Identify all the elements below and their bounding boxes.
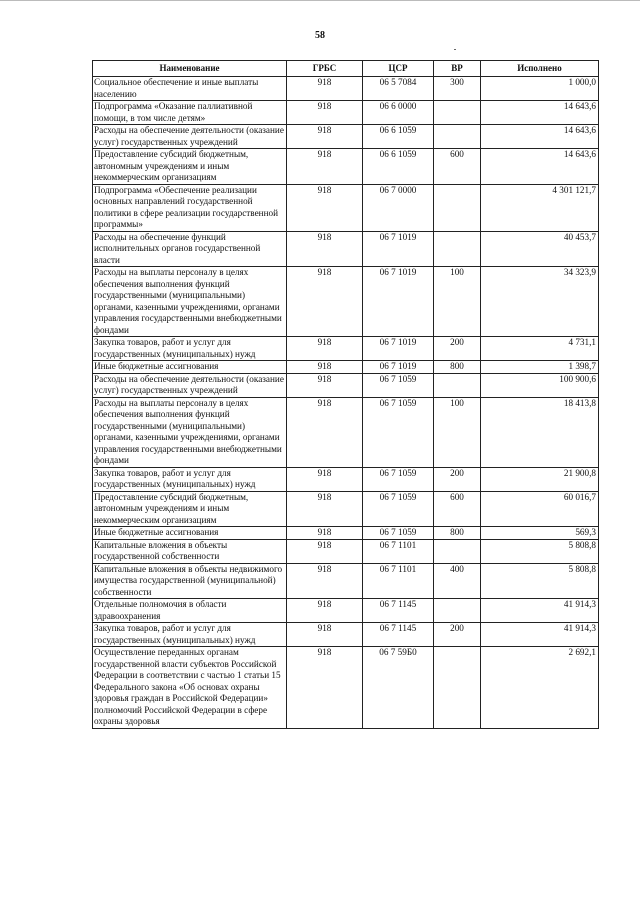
table-header-row (93, 61, 599, 77)
cell-vr: 400 (434, 563, 481, 599)
cell-name: Отдельные полномочия в области здравоохранения (93, 599, 287, 623)
cell-executed: 5 808,8 (481, 563, 599, 599)
cell-executed: 21 900,8 (481, 467, 599, 491)
cell-grbs: 918 (287, 125, 363, 149)
table-row (93, 361, 599, 374)
cell-grbs: 918 (287, 149, 363, 185)
cell-csr: 06 7 1101 (363, 563, 434, 599)
table-row (93, 337, 599, 361)
table-row (93, 267, 599, 337)
cell-grbs: 918 (287, 467, 363, 491)
cell-name: Предоставление субсидий бюджетным, автономным учреждениям и иным некоммерческим организациям (93, 149, 287, 185)
cell-vr (434, 647, 481, 729)
cell-name: Закупка товаров, работ и услуг для государственных (муниципальных) нужд (93, 623, 287, 647)
cell-name: Расходы на обеспечение деятельности (оказание услуг) государственных учреждений (93, 373, 287, 397)
cell-vr (434, 231, 481, 267)
cell-vr: 800 (434, 527, 481, 540)
cell-csr: 06 7 59Б0 (363, 647, 434, 729)
cell-executed: 1 398,7 (481, 361, 599, 374)
cell-vr (434, 125, 481, 149)
cell-vr: 100 (434, 397, 481, 467)
cell-executed: 40 453,7 (481, 231, 599, 267)
table-row (93, 491, 599, 527)
cell-executed: 4 731,1 (481, 337, 599, 361)
cell-grbs: 918 (287, 373, 363, 397)
cell-executed: 14 643,6 (481, 101, 599, 125)
cell-csr: 06 7 1019 (363, 337, 434, 361)
cell-executed: 18 413,8 (481, 397, 599, 467)
cell-executed: 41 914,3 (481, 623, 599, 647)
cell-csr: 06 6 1059 (363, 125, 434, 149)
cell-csr: 06 7 1059 (363, 467, 434, 491)
cell-executed: 41 914,3 (481, 599, 599, 623)
cell-vr: 300 (434, 77, 481, 101)
header-executed: Исполнено (481, 61, 599, 77)
cell-name: Закупка товаров, работ и услуг для государственных (муниципальных) нужд (93, 467, 287, 491)
table-row (93, 231, 599, 267)
table-row (93, 101, 599, 125)
cell-vr (434, 539, 481, 563)
scan-edge (0, 0, 640, 1)
cell-name: Расходы на обеспечение функций исполнительных органов государственной власти (93, 231, 287, 267)
table-row (93, 149, 599, 185)
table-row (93, 539, 599, 563)
cell-vr (434, 373, 481, 397)
cell-name: Расходы на выплаты персоналу в целях обеспечения выполнения функций государственными (муниципальными) органами, казенными учреждениями, органами управления государственными внебюджетными фондами (93, 397, 287, 467)
cell-executed: 5 808,8 (481, 539, 599, 563)
cell-grbs: 918 (287, 101, 363, 125)
cell-csr: 06 7 1059 (363, 527, 434, 540)
cell-csr: 06 7 1019 (363, 361, 434, 374)
cell-name: Расходы на выплаты персоналу в целях обеспечения выполнения функций государственными (муниципальными) органами, казенными учреждениями, органами управления государственными внебюджетными фондами (93, 267, 287, 337)
cell-executed: 60 016,7 (481, 491, 599, 527)
cell-csr: 06 7 1059 (363, 373, 434, 397)
cell-grbs: 918 (287, 539, 363, 563)
cell-vr: 200 (434, 337, 481, 361)
cell-name: Подпрограмма «Обеспечение реализации основных направлений государственной политики в сфере реализации государственной программы» (93, 184, 287, 231)
cell-grbs: 918 (287, 267, 363, 337)
cell-vr (434, 184, 481, 231)
table-row (93, 527, 599, 540)
cell-grbs: 918 (287, 184, 363, 231)
table-row (93, 184, 599, 231)
table-row (93, 373, 599, 397)
cell-executed: 1 000,0 (481, 77, 599, 101)
cell-grbs: 918 (287, 337, 363, 361)
header-csr: ЦСР (363, 61, 434, 77)
cell-executed: 2 692,1 (481, 647, 599, 729)
cell-vr (434, 599, 481, 623)
cell-csr: 06 7 1101 (363, 539, 434, 563)
table-row (93, 623, 599, 647)
cell-csr: 06 6 0000 (363, 101, 434, 125)
table-row (93, 647, 599, 729)
cell-executed: 569,3 (481, 527, 599, 540)
cell-executed: 14 643,6 (481, 149, 599, 185)
cell-name: Осуществление переданных органам государственной власти субъектов Российской Федерации в соответствии с частью 1 статьи 15 Федерального закона «Об основах охраны здоровья граждан в Российской Федерации» полномочий Российской Федерации в сфере охраны здоровья (93, 647, 287, 729)
cell-executed: 34 323,9 (481, 267, 599, 337)
cell-executed: 14 643,6 (481, 125, 599, 149)
cell-name: Закупка товаров, работ и услуг для государственных (муниципальных) нужд (93, 337, 287, 361)
cell-name: Предоставление субсидий бюджетным, автономным учреждениям и иным некоммерческим организациям (93, 491, 287, 527)
cell-grbs: 918 (287, 527, 363, 540)
cell-name: Социальное обеспечение и иные выплаты населению (93, 77, 287, 101)
cell-grbs: 918 (287, 77, 363, 101)
cell-csr: 06 5 7084 (363, 77, 434, 101)
cell-name: Подпрограмма «Оказание паллиативной помощи, в том числе детям» (93, 101, 287, 125)
cell-csr: 06 7 1145 (363, 623, 434, 647)
cell-name: Расходы на обеспечение деятельности (оказание услуг) государственных учреждений (93, 125, 287, 149)
cell-csr: 06 7 1019 (363, 231, 434, 267)
table-row (93, 467, 599, 491)
cell-csr: 06 7 1145 (363, 599, 434, 623)
table-row (93, 563, 599, 599)
table-row (93, 599, 599, 623)
header-name: Наименование (93, 61, 287, 77)
cell-vr: 600 (434, 149, 481, 185)
cell-vr: 200 (434, 623, 481, 647)
cell-csr: 06 7 1059 (363, 491, 434, 527)
budget-table (92, 60, 599, 729)
table-row (93, 125, 599, 149)
cell-vr: 800 (434, 361, 481, 374)
cell-csr: 06 7 0000 (363, 184, 434, 231)
cell-name: Капитальные вложения в объекты недвижимого имущества государственной (муниципальной) собственности (93, 563, 287, 599)
cell-csr: 06 7 1019 (363, 267, 434, 337)
cell-csr: 06 7 1059 (363, 397, 434, 467)
cell-grbs: 918 (287, 491, 363, 527)
page-number: 58 (315, 30, 325, 41)
scan-mark (454, 49, 456, 50)
cell-name: Иные бюджетные ассигнования (93, 361, 287, 374)
cell-grbs: 918 (287, 563, 363, 599)
cell-executed: 4 301 121,7 (481, 184, 599, 231)
table-row (93, 77, 599, 101)
header-grbs: ГРБС (287, 61, 363, 77)
cell-vr: 100 (434, 267, 481, 337)
cell-grbs: 918 (287, 361, 363, 374)
cell-csr: 06 6 1059 (363, 149, 434, 185)
cell-grbs: 918 (287, 623, 363, 647)
cell-grbs: 918 (287, 647, 363, 729)
cell-grbs: 918 (287, 599, 363, 623)
cell-name: Иные бюджетные ассигнования (93, 527, 287, 540)
cell-grbs: 918 (287, 397, 363, 467)
cell-grbs: 918 (287, 231, 363, 267)
table-row (93, 397, 599, 467)
cell-vr: 600 (434, 491, 481, 527)
cell-executed: 100 900,6 (481, 373, 599, 397)
cell-vr (434, 101, 481, 125)
cell-name: Капитальные вложения в объекты государственной собственности (93, 539, 287, 563)
header-vr: ВР (434, 61, 481, 77)
cell-vr: 200 (434, 467, 481, 491)
